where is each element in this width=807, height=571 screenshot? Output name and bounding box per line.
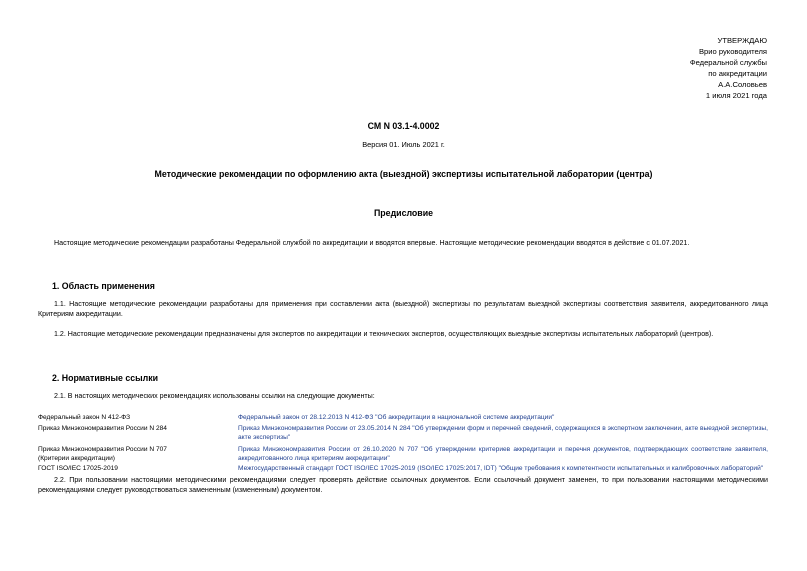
section-1-paragraph-1: 1.1. Настоящие методические рекомендации разработаны для применения при составлении акта (выездной) экспертизы по результатам выездной экспертизы соответствия заявителя, аккредитованного лица Критериям аккредитации. <box>38 300 768 318</box>
reference-name: Приказ Минэкономразвития России N 284 <box>38 425 167 432</box>
reference-name-note: (Критерии аккредитации) <box>38 454 115 462</box>
approval-line-approved: УТВЕРЖДАЮ <box>717 36 767 45</box>
approval-line-agency-2: по аккредитации <box>708 68 767 78</box>
document-title: Методические рекомендации по оформлению акта (выездной) экспертизы испытательной лаборатории (центра) <box>154 169 653 179</box>
section-2-paragraph-2: 2.2. При пользовании настоящими методическими рекомендациями следует проверять действие ссылочных документов. Если ссылочный документ заменен, то при пользовании настоящими методическими рекомендациями следует руководствоваться замененным (измененным) документом. <box>38 476 768 494</box>
reference-link[interactable]: Приказ Минэкономразвития России от 23.05.2014 N 284 "Об утверждении форм и перечней сведений, содержащихся в экспертном заключении, акте выездной экспертизы, акте экспертизы" <box>238 425 768 441</box>
reference-name: ГОСТ ISO/IEC 17025-2019 <box>38 465 118 472</box>
approval-line-date: 1 июля 2021 года <box>705 90 767 100</box>
approval-line-agency: Федеральной службы <box>689 57 767 67</box>
reference-name: Приказ Минэкономразвития России N 707 <box>38 446 167 453</box>
approval-block <box>690 36 767 101</box>
reference-link[interactable]: Федеральный закон от 28.12.2013 N 412-ФЗ "Об аккредитации в национальной системе аккредитации" <box>238 414 555 421</box>
section-1-paragraph-2: 1.2. Настоящие методические рекомендации предназначены для экспертов по аккредитации и технических экспертов, осуществляющих выездные экспертизы испытательных лабораторий (центров). <box>54 330 714 338</box>
approval-line-position: Врио руководителя <box>698 46 767 56</box>
section-1-heading: 1. Область применения <box>52 281 155 291</box>
foreword-text: Настоящие методические рекомендации разработаны Федеральной службой по аккредитации и вводятся впервые. Настоящие методические рекомендации вводятся в действие с 01.07.2021. <box>54 239 690 247</box>
reference-link[interactable]: Межгосударственный стандарт ГОСТ ISO/IEC 17025-2019 (ISO/IEC 17025:2017, IDT) "Общие требования к компетентности испытательных и калибровочных лабораторий" <box>238 465 764 472</box>
approval-line-signatory: А.А.Соловьев <box>718 79 767 89</box>
section-2-paragraph-1: 2.1. В настоящих методических рекомендациях использованы ссылки на следующие документы: <box>54 392 375 400</box>
foreword-heading: Предисловие <box>373 208 434 218</box>
reference-link[interactable]: Приказ Минэкономразвития России от 26.10.2020 N 707 "Об утверждении критериев аккредитации и перечня документов, подтверждающих соответствие заявителя, аккредитованного лица критериям аккредитации" <box>238 446 768 462</box>
section-2-heading: 2. Нормативные ссылки <box>52 373 159 383</box>
document-code: СМ N 03.1-4.0002 <box>367 121 440 131</box>
reference-name-block <box>38 446 228 463</box>
reference-name: Федеральный закон N 412-ФЗ <box>38 414 131 421</box>
document-version: Версия 01. Июль 2021 г. <box>362 140 445 149</box>
